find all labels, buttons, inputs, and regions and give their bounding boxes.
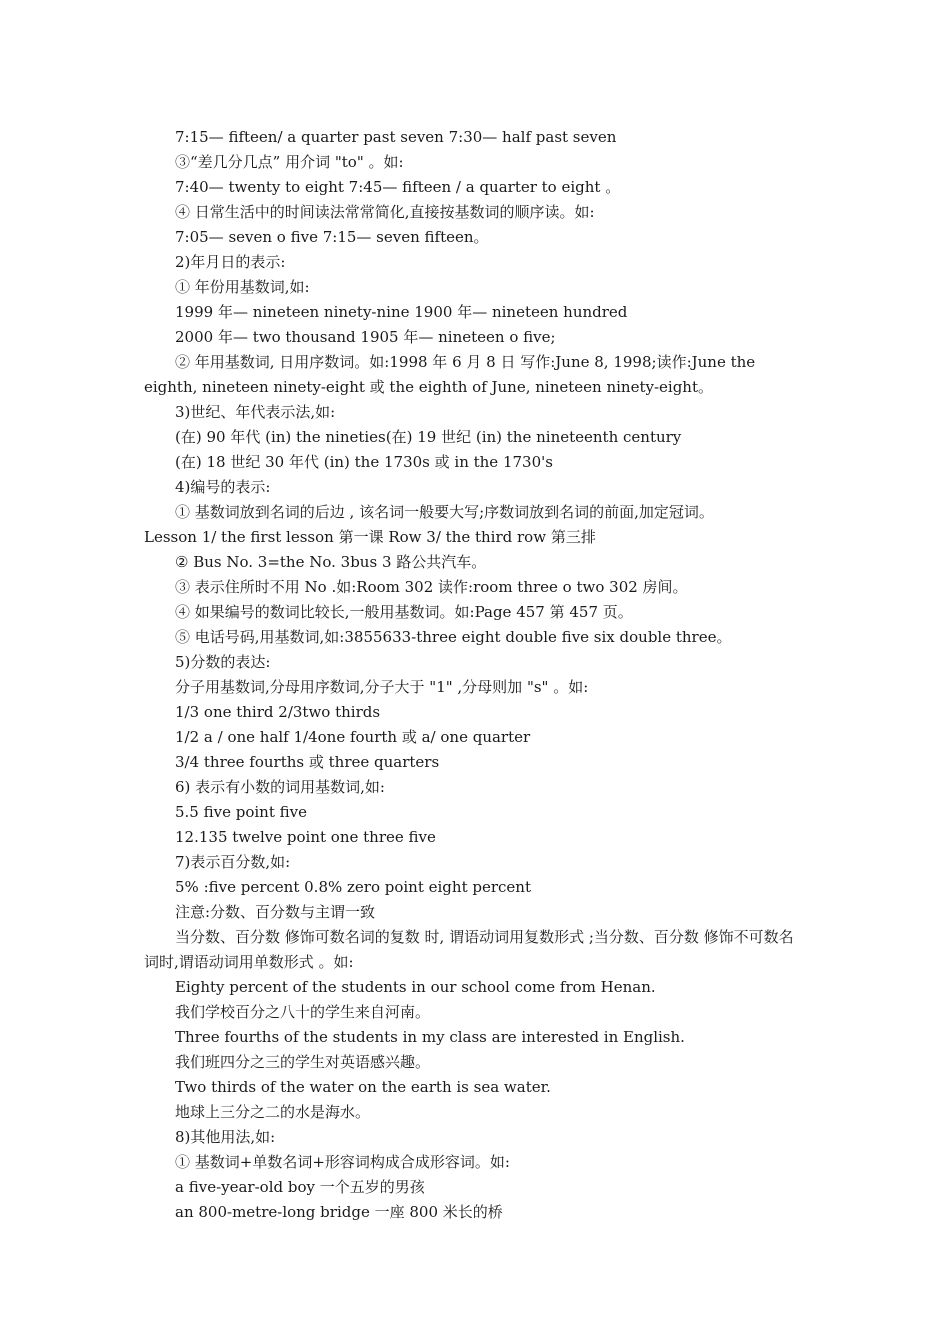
section-heading: 5)分数的表达: — [175, 653, 271, 671]
text-line: ④ 如果编号的数词比较长,一般用基数词。如:Page 457 第 457 页。 — [175, 603, 633, 621]
text-line: (在) 90 年代 (in) the nineties(在) 19 世纪 (in) the nineteenth century — [175, 428, 682, 446]
text-line: ② Bus No. 3=the No. 3bus 3 路公共汽车。 — [175, 553, 487, 571]
example-translation: 地球上三分之二的水是海水。 — [175, 1103, 371, 1121]
text-line: 1/2 a / one half 1/4one fourth 或 a/ one quarter — [175, 728, 531, 746]
text-line: 1/3 one third 2/3two thirds — [175, 703, 381, 721]
text-line: Lesson 1/ the first lesson 第一课 Row 3/ the third row 第三排 — [144, 528, 596, 546]
text-line: an 800-metre-long bridge 一座 800 米长的桥 — [175, 1203, 503, 1221]
text-line: 5.5 five point five — [175, 803, 307, 821]
text-line: ① 基数词+单数名词+形容词构成合成形容词。如: — [175, 1153, 510, 1171]
example-sentence: Two thirds of the water on the earth is sea water. — [175, 1078, 551, 1096]
example-sentence: Three fourths of the students in my class are interested in English. — [175, 1028, 685, 1046]
section-heading: 8)其他用法,如: — [175, 1128, 276, 1146]
section-heading: 7)表示百分数,如: — [175, 853, 291, 871]
text-line: 2000 年— two thousand 1905 年— nineteen o five; — [175, 328, 556, 346]
text-line: 12.135 twelve point one three five — [175, 828, 436, 846]
text-line: a five-year-old boy 一个五岁的男孩 — [175, 1178, 425, 1196]
section-heading: 2)年月日的表示: — [175, 253, 286, 271]
section-heading: 3)世纪、年代表示法,如: — [175, 403, 336, 421]
text-line: ① 基数词放到名词的后边 , 该名词一般要大写;序数词放到名词的前面,加定冠词。 — [175, 503, 714, 521]
text-line: (在) 18 世纪 30 年代 (in) the 1730s 或 in the 1730's — [175, 453, 553, 471]
text-line: ④ 日常生活中的时间读法常常简化,直接按基数词的顺序读。如: — [175, 203, 595, 221]
text-line: 7:05— seven o five 7:15— seven fifteen。 — [175, 228, 489, 246]
note-line: 注意:分数、百分数与主谓一致 — [175, 903, 376, 921]
text-line: 7:15— fifteen/ a quarter past seven 7:30— half past seven — [175, 128, 617, 146]
document-body — [144, 125, 804, 1225]
text-line: 1999 年— nineteen ninety-nine 1900 年— nineteen hundred — [175, 303, 628, 321]
section-heading: 6) 表示有小数的词用基数词,如: — [175, 778, 385, 796]
text-line: 5% :five percent 0.8% zero point eight percent — [175, 878, 531, 896]
example-translation: 我们学校百分之八十的学生来自河南。 — [175, 1003, 431, 1021]
text-line: 3/4 three fourths 或 three quarters — [175, 753, 440, 771]
text-line: ⑤ 电话号码,用基数词,如:3855633-three eight double five six double three。 — [175, 628, 732, 646]
example-translation: 我们班四分之三的学生对英语感兴趣。 — [175, 1053, 431, 1071]
example-sentence: Eighty percent of the students in our school come from Henan. — [175, 978, 656, 996]
text-paragraph: 当分数、百分数 修饰可数名词的复数 时, 谓语动词用复数形式 ;当分数、百分数 修饰不可数名词时,谓语动词用单数形式 。如: — [144, 928, 794, 971]
text-line: ③“差几分几点” 用介词 "to" 。如: — [175, 153, 404, 171]
text-line: 7:40— twenty to eight 7:45— fifteen / a quarter to eight 。 — [175, 178, 621, 196]
text-paragraph: ② 年用基数词, 日用序数词。如:1998 年 6 月 8 日 写作:June 8, 1998;读作:June the eighth, nineteen ninety-eight 或 the eighth of June, nineteen ninety-eight。 — [144, 353, 756, 396]
text-line: 分子用基数词,分母用序数词,分子大于 "1" ,分母则加 "s" 。如: — [175, 678, 589, 696]
text-line: ③ 表示住所时不用 No .如:Room 302 读作:room three o two 302 房间。 — [175, 578, 688, 596]
text-line: ① 年份用基数词,如: — [175, 278, 310, 296]
section-heading: 4)编号的表示: — [175, 478, 271, 496]
